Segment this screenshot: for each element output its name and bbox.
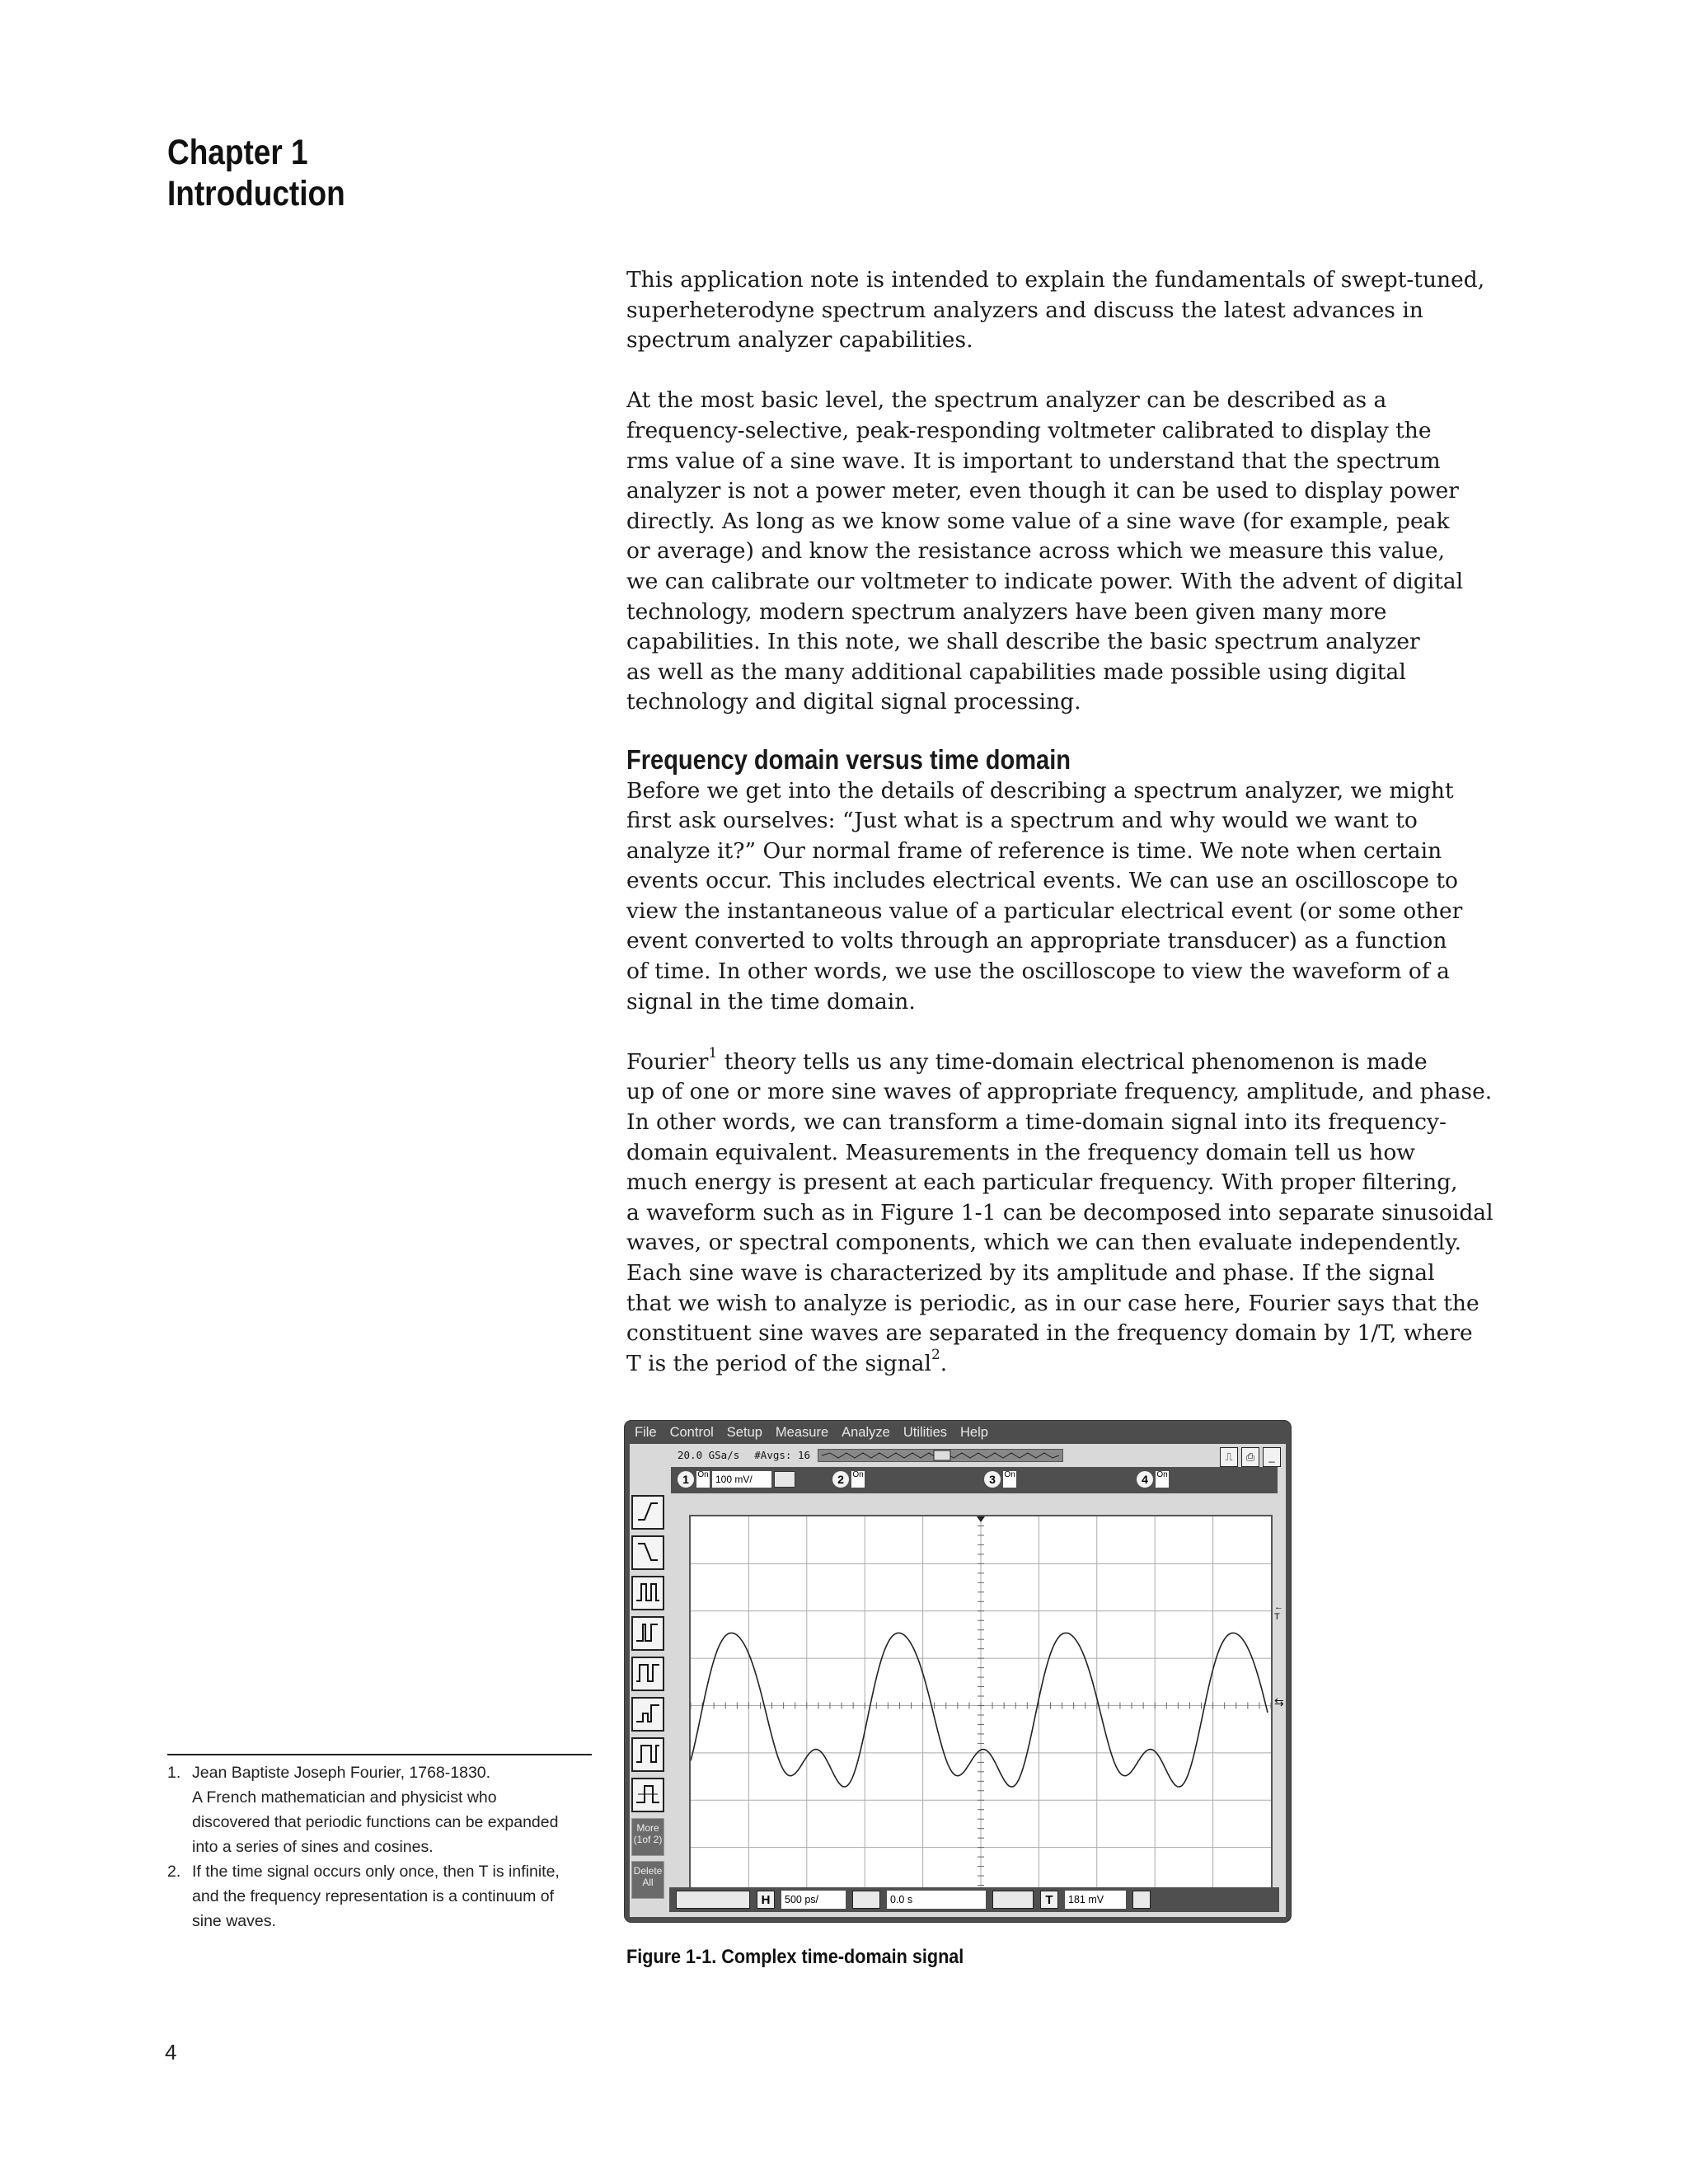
scope-body (630, 1444, 1286, 1917)
timebase-field[interactable]: 500 ps/ (781, 1891, 846, 1909)
paragraph-line: directly. As long as we know some value of a sine wave (for example, peak (626, 508, 1450, 534)
paragraph-line: a waveform such as in Figure 1-1 can be decomposed into separate sinusoidal (626, 1199, 1493, 1226)
figure-caption: Figure 1-1. Complex time-domain signal (626, 1946, 964, 1968)
channel-4-number: 4 (1137, 1471, 1153, 1488)
paragraph-line: superheterodyne spectrum analyzers and discuss the latest advances in (626, 297, 1423, 323)
paragraph-line: we can calibrate our voltmeter to indicate power. With the advent of digital (626, 568, 1464, 594)
channel-3-number: 3 (984, 1471, 1001, 1488)
run-icon[interactable]: ⎍ (1220, 1447, 1238, 1467)
averages: #Avgs: 16 (754, 1448, 810, 1461)
trigger-level-stepper-icon[interactable] (1132, 1891, 1151, 1909)
channel-1-scale[interactable]: 100 mV/ (712, 1471, 771, 1488)
footnote-divider (167, 1754, 592, 1755)
runt-trigger-icon[interactable] (631, 1697, 664, 1732)
trigger-label: T (1040, 1891, 1058, 1909)
paragraph-line: first ask ourselves: “Just what is a spectrum and why would we want to (626, 808, 1418, 834)
channel-3-state[interactable]: On (1003, 1471, 1016, 1488)
menu-help[interactable]: Help (960, 1425, 988, 1440)
channel-1[interactable] (678, 1471, 795, 1488)
section-paragraph-1 (626, 776, 1517, 1018)
paragraph-line: or average) and know the resistance across which we measure this value, (626, 538, 1446, 565)
page-number: 4 (165, 2040, 177, 2064)
paragraph-line: domain equivalent. Measurements in the frequency domain tell us how (626, 1139, 1415, 1165)
pulse-width-trigger-icon[interactable] (631, 1576, 664, 1610)
trigger-level-field[interactable]: 181 mV (1065, 1891, 1126, 1909)
sample-rate: 20.0 GSa/s (678, 1448, 740, 1461)
channel-1-coupling-icon[interactable] (774, 1471, 795, 1488)
paragraph-line: events occur. This includes electrical events. We can use an oscilloscope to (626, 868, 1458, 894)
falling-edge-trigger-icon[interactable] (631, 1535, 664, 1570)
paragraph-line: analyze it?” Our normal frame of reference is time. We note when certain (626, 837, 1442, 864)
channel-1-number: 1 (678, 1471, 694, 1488)
trigger-toolbar (631, 1495, 668, 1904)
footnotes (167, 1760, 596, 1933)
minimize-icon[interactable]: _ (1263, 1447, 1281, 1467)
paragraph-line: Fourier$^1$ theory tells us any time-domain electrical phenomenon is made (626, 1045, 1428, 1075)
paragraph-line: as well as the many additional capabilities made possible using digital (626, 658, 1406, 685)
footnote-line: and the frequency representation is a continuum of (192, 1887, 555, 1905)
overview-trace (818, 1450, 1062, 1461)
paragraph-line: analyzer is not a power meter, even though it can be used to display power (626, 478, 1459, 504)
waveform-graticule (691, 1516, 1271, 1895)
acquisition-buttons[interactable] (676, 1891, 750, 1909)
channel-4-state[interactable]: On (1156, 1471, 1169, 1488)
setup-hold-trigger-icon[interactable] (631, 1778, 664, 1812)
timeout-trigger-icon[interactable] (631, 1737, 664, 1772)
paragraph-line: waves, or spectral components, which we can then evaluate independently. (626, 1230, 1462, 1256)
horizontal-label: H (757, 1891, 775, 1909)
scope-menu-bar (630, 1424, 996, 1442)
footnote-ref-1[interactable]: 1 (708, 1045, 718, 1062)
chapter-number: Chapter 1 (167, 133, 308, 172)
paragraph-line: signal in the time domain. (626, 988, 916, 1015)
delete-all-button[interactable]: Delete All (631, 1861, 664, 1899)
waveform-display (689, 1515, 1273, 1896)
glitch-trigger-icon[interactable] (631, 1616, 664, 1651)
trigger-position-top-marker (977, 1516, 985, 1522)
footnote-line: If the time signal occurs only once, then T is infinite, (192, 1863, 560, 1881)
trigger-level-marker: ← T (1274, 1602, 1283, 1622)
chapter-heading (167, 132, 345, 214)
channel-2[interactable] (832, 1471, 865, 1488)
footnote-ref-2[interactable]: 2 (931, 1346, 940, 1363)
paragraph-line: rms value of a sine wave. It is important to understand that the spectrum (626, 448, 1441, 474)
paragraph-line: much energy is present at each particular frequency. With proper filtering, (626, 1169, 1458, 1196)
section-heading: Frequency domain versus time domain (626, 743, 1071, 775)
paragraph-line: of time. In other words, we use the oscilloscope to view the waveform of a (626, 958, 1450, 985)
paragraph-line: At the most basic level, the spectrum analyzer can be described as a (626, 387, 1387, 414)
paragraph-line: technology and digital signal processing. (626, 689, 1081, 715)
paragraph-line: view the instantaneous value of a particular electrical event (or some other (626, 898, 1463, 924)
paragraph-line: This application note is intended to explain the fundamentals of swept-tuned, (626, 267, 1485, 293)
scope-window-buttons (1220, 1447, 1281, 1467)
chapter-title: Introduction (167, 174, 345, 213)
main-text-column (626, 265, 1517, 1409)
print-icon[interactable]: ⎙ (1241, 1447, 1259, 1467)
paragraph-line: constituent sine waves are separated in the frequency domain by 1/T, where (626, 1320, 1473, 1347)
signal-trace (691, 1633, 1268, 1787)
waveform-overview (818, 1449, 1063, 1462)
paragraph-line: up of one or more sine waves of appropriate frequency, amplitude, and phase. (626, 1079, 1493, 1105)
paragraph-line: Before we get into the details of describing a spectrum analyzer, we might (626, 777, 1454, 804)
pattern-trigger-icon[interactable] (631, 1657, 664, 1691)
paragraph-line: technology, modern spectrum analyzers have been given many more (626, 598, 1387, 625)
menu-utilities[interactable]: Utilities (903, 1425, 948, 1440)
ground-reference-icon: ⇆ (1274, 1695, 1284, 1708)
channel-3[interactable] (984, 1471, 1016, 1488)
channel-4[interactable] (1137, 1471, 1169, 1488)
channel-bar (671, 1467, 1278, 1493)
footnote-line: discovered that periodic functions can be expanded (192, 1813, 559, 1831)
intro-paragraph-1 (626, 265, 1517, 356)
menu-measure[interactable]: Measure (775, 1425, 829, 1440)
paragraph-line: that we wish to analyze is periodic, as in our case here, Fourier says that the (626, 1290, 1479, 1316)
horizontal-controls (669, 1887, 1279, 1912)
section-paragraph-2 (626, 1047, 1517, 1380)
footnote-number: 1. (167, 1764, 181, 1782)
acquisition-status (678, 1447, 810, 1462)
paragraph-line: event converted to volts through an appropriate transducer) as a function (626, 928, 1447, 954)
paragraph-line: spectrum analyzer capabilities. (626, 327, 973, 354)
footnote-line: A French mathematician and physicist who (192, 1788, 497, 1807)
paragraph-line: frequency-selective, peak-responding voltmeter calibrated to display the (626, 417, 1432, 443)
paragraph-line: capabilities. In this note, we shall describe the basic spectrum analyzer (626, 629, 1420, 655)
footnote-number: 2. (167, 1863, 181, 1881)
menu-control[interactable]: Control (669, 1425, 714, 1440)
more-button[interactable]: More (1of 2) (631, 1818, 664, 1856)
delay-adjust-icon[interactable] (992, 1891, 1034, 1909)
delay-field[interactable]: 0.0 s (887, 1891, 986, 1909)
paragraph-line: T is the period of the signal$^2$. (626, 1346, 948, 1376)
footnote-1 (167, 1760, 596, 1859)
intro-paragraph-2 (626, 386, 1517, 718)
oscilloscope-figure (625, 1421, 1291, 1922)
channel-2-state[interactable]: On (851, 1471, 865, 1488)
menu-setup[interactable]: Setup (726, 1425, 762, 1440)
footnote-line: sine waves. (192, 1912, 276, 1930)
channel-2-number: 2 (832, 1471, 849, 1488)
rising-edge-trigger-icon[interactable] (631, 1495, 664, 1530)
paragraph-line: In other words, we can transform a time-domain signal into its frequency- (626, 1109, 1447, 1136)
timebase-adjust-icon[interactable] (852, 1891, 880, 1909)
menu-analyze[interactable]: Analyze (842, 1425, 890, 1440)
footnote-2 (167, 1859, 596, 1933)
menu-file[interactable]: File (635, 1425, 657, 1440)
channel-1-state[interactable]: On (696, 1471, 710, 1488)
paragraph-line: Each sine wave is characterized by its amplitude and phase. If the signal (626, 1260, 1435, 1286)
footnote-line: into a series of sines and cosines. (192, 1838, 434, 1856)
footnote-line: Jean Baptiste Joseph Fourier, 1768-1830. (192, 1764, 491, 1782)
